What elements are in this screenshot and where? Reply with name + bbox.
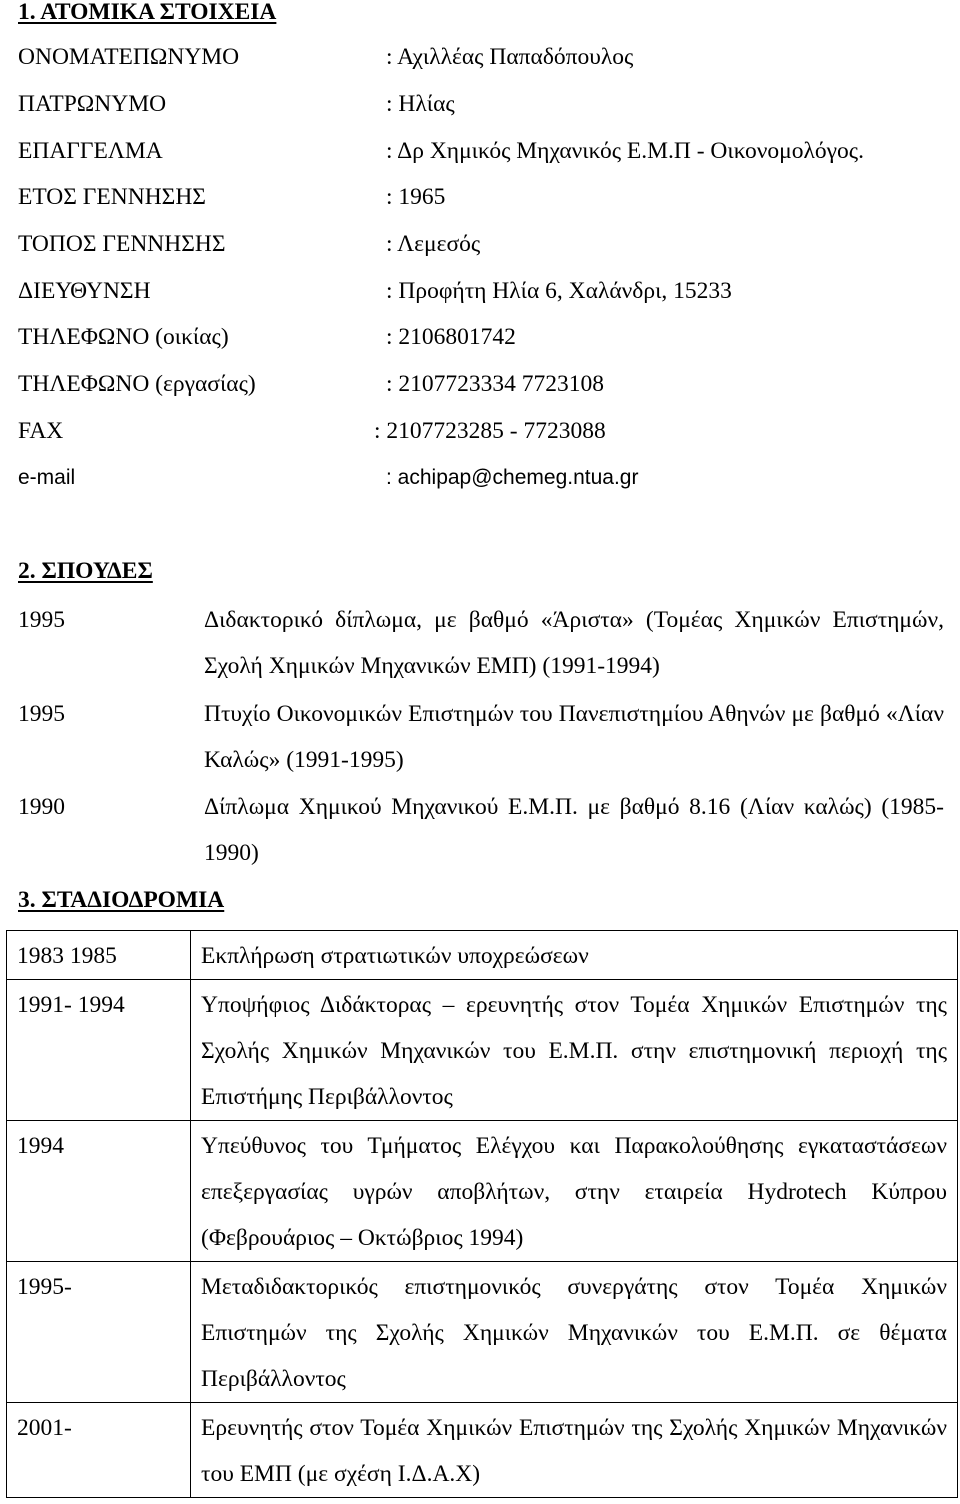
info-row-birth-place — [18, 230, 948, 258]
table-row — [7, 1262, 958, 1403]
info-label: ΤΗΛΕΦΩΝΟ (εργασίας) — [18, 371, 256, 397]
education-description: Διδακτορικό δίπλωμα, με βαθμό «Άριστα» (Τομέας Χημικών Επιστημών, Σχολή Χημικών Μηχανικών ΕΜΠ) (1991-1994) — [204, 607, 944, 679]
career-heading: 3. ΣΤΑΔΙΟΔΡΟΜΙΑ — [18, 887, 225, 913]
education-description: Δίπλωμα Χημικού Μηχανικού Ε.Μ.Π. με βαθμό 8.16 (Λίαν καλώς) (1985-1990) — [204, 794, 944, 866]
info-row-email — [18, 464, 948, 492]
career-description: Υπεύθυνος του Τμήματος Ελέγχου και Παρακολούθησης εγκαταστάσεων επεξεργασίας υγρών αποβλήτων, στην εταιρεία Hydrotech Κύπρου (Φεβρουάριος – Οκτώβριος 1994) — [191, 1121, 958, 1262]
info-row-work-phone — [18, 370, 948, 398]
info-label: ΕΠΑΓΓΕΛΜΑ — [18, 138, 163, 164]
info-row-profession — [18, 137, 948, 165]
info-value: : Ηλίας — [386, 91, 455, 117]
info-value: : 2107723285 - 7723088 — [374, 418, 606, 444]
career-description: Εκπλήρωση στρατιωτικών υποχρεώσεων — [191, 931, 958, 980]
personal-details-heading: 1. ΑΤΟΜΙΚΑ ΣΤΟΙΧΕΙΑ — [18, 0, 277, 25]
info-value: : 2106801742 — [386, 324, 516, 350]
info-label: ΤΟΠΟΣ ΓΕΝΝΗΣΗΣ — [18, 231, 226, 257]
career-description: Ερευνητής στον Τομέα Χημικών Επιστημών της Σχολής Χημικών Μηχανικών του ΕΜΠ (με σχέση Ι.Δ.Α.Χ) — [191, 1403, 958, 1498]
info-value: : 2107723334 7723108 — [386, 371, 605, 397]
info-row-birth-year — [18, 183, 948, 211]
info-label: ΤΗΛΕΦΩΝΟ (οικίας) — [18, 324, 229, 350]
studies-heading: 2. ΣΠΟΥΔΕΣ — [18, 558, 153, 584]
info-label: ΕΤΟΣ ΓΕΝΝΗΣΗΣ — [18, 184, 206, 210]
table-row — [7, 1403, 958, 1498]
education-year: 1990 — [18, 794, 65, 820]
career-period: 1994 — [7, 1121, 191, 1262]
info-value: : Δρ Χημικός Μηχανικός Ε.Μ.Π - Οικονομολόγος. — [386, 138, 864, 164]
info-row-home-phone — [18, 323, 948, 351]
info-label: FAX — [18, 418, 64, 444]
table-row — [7, 1121, 958, 1262]
info-value: : Προφήτη Ηλία 6, Χαλάνδρι, 15233 — [386, 278, 732, 304]
career-period: 2001- — [7, 1403, 191, 1498]
education-description: Πτυχίο Οικονομικών Επιστημών του Πανεπιστημίου Αθηνών με βαθμό «Λίαν Καλώς» (1991-1995) — [204, 701, 944, 773]
info-label: ΟΝΟΜΑΤΕΠΩΝΥΜΟ — [18, 44, 240, 70]
education-year: 1995 — [18, 701, 65, 727]
info-value: : 1965 — [386, 184, 446, 210]
career-table — [6, 930, 958, 1498]
career-description: Μεταδιδακτορικός επιστημονικός συνεργάτης στον Τομέα Χημικών Επιστημών της Σχολής Χημικών Μηχανικών του Ε.Μ.Π. σε θέματα Περιβάλλοντος — [191, 1262, 958, 1403]
education-year: 1995 — [18, 607, 65, 633]
career-period: 1983 1985 — [7, 931, 191, 980]
career-description: Υποψήφιος Διδάκτορας – ερευνητής στον Τομέα Χημικών Επιστημών της Σχολής Χημικών Μηχανικών του Ε.Μ.Π. στην επιστημονική περιοχή της Επιστήμης Περιβάλλοντος — [191, 980, 958, 1121]
table-row — [7, 931, 958, 980]
info-value: : achipap@chemeg.ntua.gr — [386, 466, 639, 489]
info-label: ΔΙΕΥΘΥΝΣΗ — [18, 278, 151, 304]
info-value: : Αχιλλέας Παπαδόπουλος — [386, 44, 634, 70]
info-row-father-name — [18, 90, 948, 118]
info-value: : Λεμεσός — [386, 231, 481, 257]
career-period: 1995- — [7, 1262, 191, 1403]
info-row-address — [18, 277, 948, 305]
table-row — [7, 980, 958, 1121]
info-label: ΠΑΤΡΩΝΥΜΟ — [18, 91, 167, 117]
info-row-fax — [18, 417, 948, 445]
info-label: e-mail — [18, 466, 76, 489]
info-row-name — [18, 43, 948, 71]
career-period: 1991- 1994 — [7, 980, 191, 1121]
